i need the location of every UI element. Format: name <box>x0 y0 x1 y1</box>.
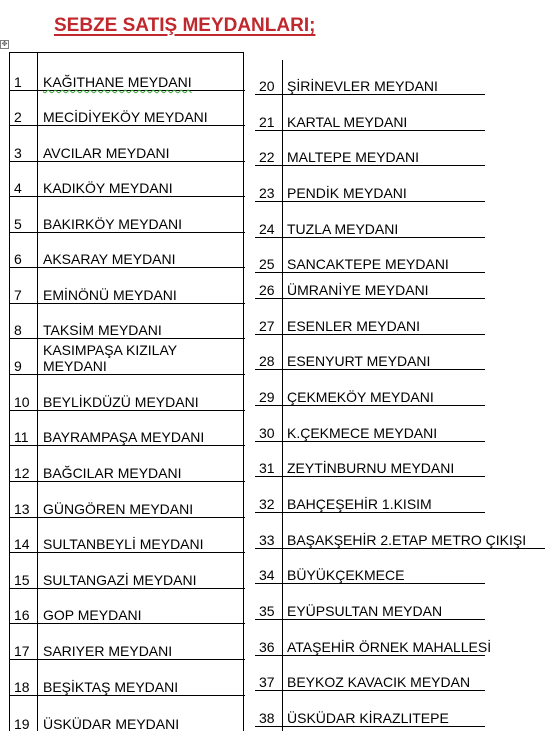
market-name: TUZLA MEYDANI <box>287 221 399 237</box>
row-number: 2 <box>14 109 22 125</box>
table-row <box>255 442 485 477</box>
row-number: 20 <box>259 78 275 94</box>
market-name: EYÜPSULTAN MEYDAN <box>287 603 443 619</box>
market-name: SULTANGAZİ MEYDANI <box>43 572 197 588</box>
table-row <box>10 162 245 197</box>
row-number: 26 <box>259 282 275 298</box>
table-row <box>10 660 245 696</box>
row-number: 10 <box>14 394 30 410</box>
market-name: KAĞITHANE MEYDANI <box>43 74 192 90</box>
row-number: 12 <box>14 465 30 481</box>
row-number: 8 <box>14 322 22 338</box>
market-name: SULTANBEYLİ MEYDANI <box>43 536 204 552</box>
market-name: KARTAL MEYDANI <box>287 114 408 130</box>
table-row <box>255 691 485 727</box>
row-number: 37 <box>259 674 275 690</box>
market-name: ÇEKMEKÖY MEYDANI <box>287 389 434 405</box>
row-number: 33 <box>259 532 275 548</box>
table-row <box>10 624 245 660</box>
market-name: AVCILAR MEYDANI <box>43 145 170 161</box>
market-name: ATAŞEHİR ÖRNEK MAHALLESİ <box>287 639 492 655</box>
row-number: 18 <box>14 679 30 695</box>
table-row <box>255 477 485 513</box>
row-number: 11 <box>14 429 29 445</box>
table-row <box>255 620 492 656</box>
row-number: 29 <box>259 389 275 405</box>
table-row <box>10 482 245 518</box>
table-row <box>10 126 245 162</box>
market-name: BEŞİKTAŞ MEYDANI <box>43 679 179 695</box>
market-name: ÜSKÜDAR MEYDANI <box>43 716 180 732</box>
table-row <box>10 696 245 732</box>
table-move-handle-icon[interactable]: ✥ <box>1 41 8 48</box>
left-market-table <box>9 52 244 731</box>
market-name: BAHÇEŞEHİR 1.KISIM <box>287 496 432 512</box>
row-number: 6 <box>14 251 22 267</box>
row-number: 21 <box>259 114 275 130</box>
market-name: PENDİK MEYDANI <box>287 185 407 201</box>
row-number: 35 <box>259 603 275 619</box>
row-number: 25 <box>259 256 275 272</box>
page-title: SEBZE SATIŞ MEYDANLARI; <box>54 15 316 36</box>
table-row <box>10 53 245 91</box>
table-row <box>255 370 485 406</box>
table-row <box>10 589 245 624</box>
row-number: 15 <box>14 572 30 588</box>
table-row <box>255 273 485 299</box>
market-name: BAKIRKÖY MEYDANI <box>43 216 183 232</box>
market-name: ÜSKÜDAR KİRAZLITEPE <box>287 710 449 726</box>
table-row <box>255 60 485 95</box>
market-name: BÜYÜKÇEKMECE <box>287 567 405 583</box>
table-row <box>10 233 245 268</box>
row-number: 1 <box>14 74 22 90</box>
table-row <box>10 339 245 375</box>
market-name: ESENYURT MEYDANI <box>287 353 431 369</box>
row-number: 30 <box>259 425 275 441</box>
market-name: KASIMPAŞA KIZILAY MEYDANI <box>43 342 177 374</box>
table-row <box>10 553 245 589</box>
row-number: 13 <box>14 501 30 517</box>
market-name: BAĞCILAR MEYDANI <box>43 465 182 481</box>
market-name: SANCAKTEPE MEYDANI <box>287 256 449 272</box>
row-number: 3 <box>14 145 22 161</box>
table-row <box>255 656 485 691</box>
table-row <box>255 335 485 370</box>
table-row <box>10 518 245 553</box>
table-row <box>255 406 485 442</box>
row-number: 38 <box>259 710 275 726</box>
table-row <box>255 202 485 238</box>
row-number: 7 <box>14 287 22 303</box>
row-number: 9 <box>14 358 22 374</box>
row-number: 24 <box>259 221 275 237</box>
market-name: ESENLER MEYDANI <box>287 318 421 334</box>
table-row <box>255 238 485 273</box>
market-name: GOP MEYDANI <box>43 607 142 623</box>
row-number: 5 <box>14 216 22 232</box>
row-number: 28 <box>259 353 275 369</box>
market-name: BAŞAKŞEHİR 2.ETAP METRO ÇIKIŞI <box>287 532 527 548</box>
table-row <box>255 513 545 549</box>
table-row <box>10 91 245 126</box>
table-row <box>255 95 485 131</box>
row-number: 34 <box>259 567 275 583</box>
row-number: 31 <box>259 460 275 476</box>
market-name: BAYRAMPAŞA MEYDANI <box>43 429 205 445</box>
table-row <box>10 304 245 339</box>
row-number: 36 <box>259 639 275 655</box>
table-row <box>10 375 245 411</box>
market-name: BEYLİKDÜZÜ MEYDANI <box>43 394 199 410</box>
right-market-table <box>255 60 545 731</box>
table-row <box>10 268 245 304</box>
market-name: ŞİRİNEVLER MEYDANI <box>287 78 438 94</box>
row-number: 4 <box>14 180 22 196</box>
row-number: 14 <box>14 536 30 552</box>
row-number: 22 <box>259 149 275 165</box>
row-number: 16 <box>14 607 30 623</box>
market-name: GÜNGÖREN MEYDANI <box>43 501 194 517</box>
row-number: 32 <box>259 496 275 512</box>
table-row <box>255 299 485 335</box>
market-name: MALTEPE MEYDANI <box>287 149 419 165</box>
row-number: 17 <box>14 643 30 659</box>
market-name: TAKSİM MEYDANI <box>43 322 162 338</box>
market-name: KADIKÖY MEYDANI <box>43 180 173 196</box>
row-number: 27 <box>259 318 275 334</box>
market-name: BEYKOZ KAVACIK MEYDAN <box>287 674 471 690</box>
market-name: SARIYER MEYDANI <box>43 643 173 659</box>
table-row <box>10 197 245 233</box>
table-row <box>255 131 485 166</box>
table-row <box>255 584 485 620</box>
market-name: ZEYTİNBURNU MEYDANI <box>287 460 455 476</box>
row-number: 23 <box>259 185 275 201</box>
market-name: MECİDİYEKÖY MEYDANI <box>43 109 208 125</box>
table-row <box>255 549 485 584</box>
table-row <box>10 446 245 482</box>
market-name: EMİNÖNÜ MEYDANI <box>43 287 177 303</box>
row-number: 19 <box>14 716 30 732</box>
market-name: K.ÇEKMECE MEYDANI <box>287 425 438 441</box>
table-row <box>255 166 485 202</box>
market-name: ÜMRANİYE MEYDANI <box>287 282 429 298</box>
market-name: AKSARAY MEYDANI <box>43 251 176 267</box>
table-row <box>10 411 245 446</box>
